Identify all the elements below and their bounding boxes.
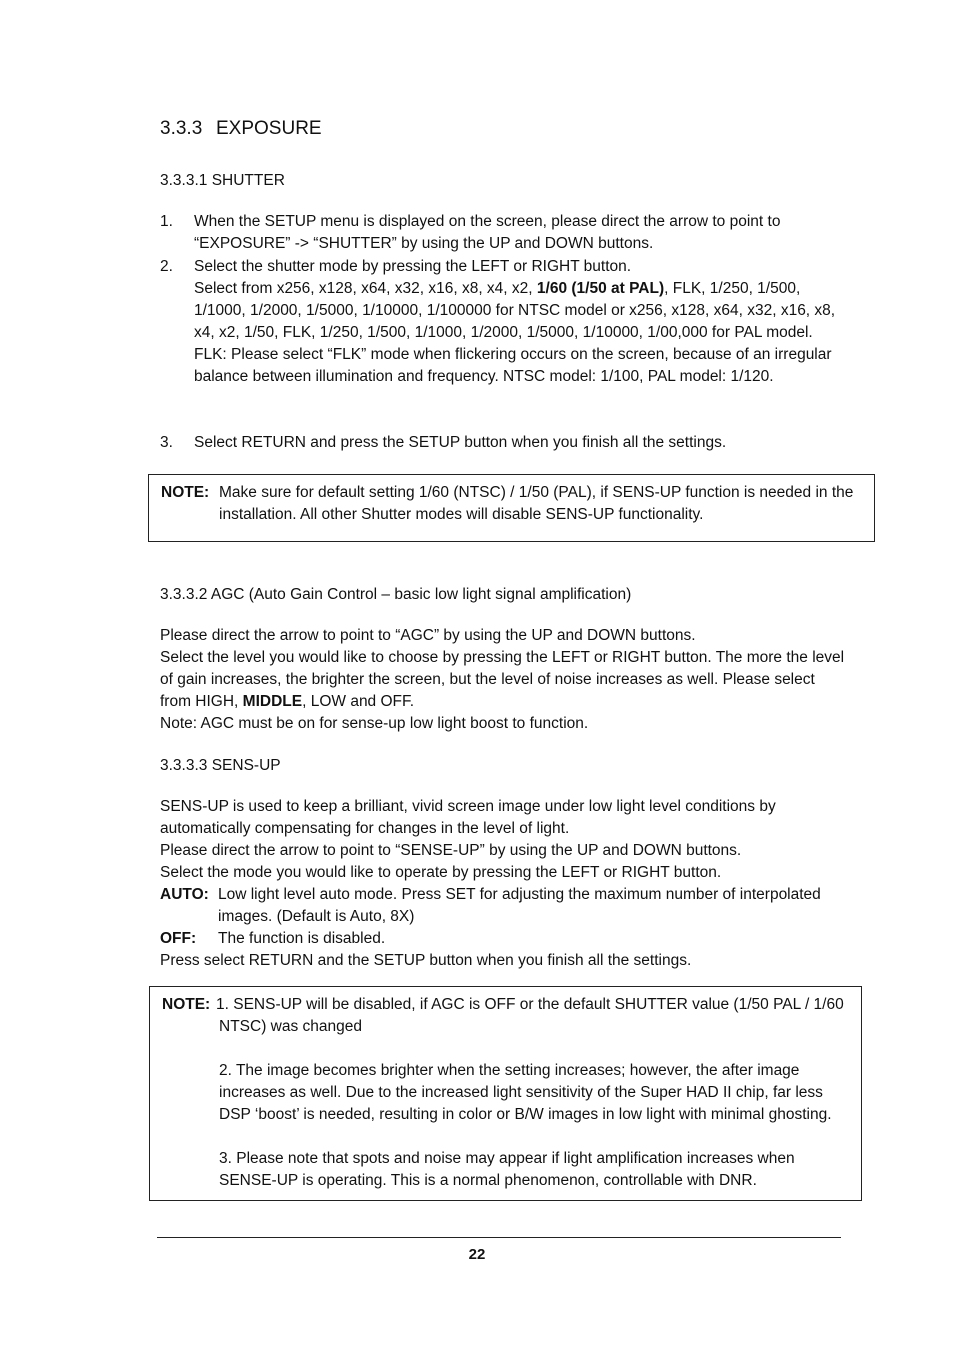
sensup-body	[160, 796, 850, 972]
note-item: 1. SENS-UP will be disabled, if AGC is OFF or the default SHUTTER value (1/50 PAL / 1/60 NTSC) was changed	[216, 996, 844, 1035]
agc-heading: 3.3.3.2 AGC (Auto Gain Control – basic low light signal amplification)	[160, 586, 632, 603]
off-text: The function is disabled.	[218, 930, 386, 947]
section-number: 3.3.3	[160, 118, 203, 139]
section-title: EXPOSURE	[216, 118, 322, 139]
sensup-heading: 3.3.3.3 SENS-UP	[160, 757, 281, 774]
sensup-intro: SENS-UP is used to keep a brilliant, vivid screen image under low light level conditions by automatically compensating for changes in the level of light.	[160, 798, 776, 837]
sensup-return-line: Press select RETURN and the SETUP button when you finish all the settings.	[160, 952, 692, 969]
note-item: 3. Please note that spots and noise may appear if light amplification increases when SENSE-UP is operating. This is a normal phenomenon, controllable with DNR.	[219, 1150, 795, 1189]
agc-body	[160, 625, 850, 735]
list-item-number: 3.	[160, 434, 173, 451]
agc-note-line: Note: AGC must be on for sense-up low light boost to function.	[160, 715, 589, 732]
list-item-text: Select the shutter mode by pressing the LEFT or RIGHT button.	[194, 258, 632, 275]
sensup-line: Please direct the arrow to point to “SENSE-UP” by using the UP and DOWN buttons.	[160, 842, 742, 859]
flk-description: FLK: Please select “FLK” mode when flickering occurs on the screen, because of an irregular balance between illumination and frequency. NTSC model: 1/100, PAL model: 1/120.	[194, 346, 832, 385]
shutter-heading: 3.3.3.1 SHUTTER	[160, 172, 285, 189]
page-number: 22	[468, 1246, 486, 1263]
list-item-text: When the SETUP menu is displayed on the screen, please direct the arrow to point to “EXPOSURE” -> “SHUTTER” by using the UP and DOWN buttons.	[194, 213, 781, 252]
note-item: 2. The image becomes brighter when the setting increases; however, the after image increases as well. Due to the increased light sensitivity of the Super HAD II chip, far less DSP ‘boost’ is needed, resulting in color or B/W images in low light with minimal ghosting.	[219, 1062, 832, 1123]
note-label: NOTE:	[162, 996, 211, 1013]
default-shutter-value: 1/60 (1/50 at PAL)	[536, 280, 665, 297]
auto-text: Low light level auto mode. Press SET for adjusting the maximum number of interpolated images. (Default is Auto, 8X)	[218, 886, 821, 925]
off-label: OFF:	[160, 930, 197, 947]
note-text: Make sure for default setting 1/60 (NTSC) / 1/50 (PAL), if SENS-UP function is needed in the installation. All other Shutter modes will disable SENS-UP functionality.	[219, 484, 854, 523]
auto-label: AUTO:	[160, 886, 209, 903]
note-label: NOTE:	[161, 484, 210, 501]
agc-line: Please direct the arrow to point to “AGC” by using the UP and DOWN buttons.	[160, 627, 696, 644]
footer-divider	[157, 1237, 841, 1238]
list-item-number: 2.	[160, 258, 173, 275]
shutter-note-box	[148, 474, 875, 542]
agc-levels-text: Select the level you would like to choose by pressing the LEFT or RIGHT button. The more the level of gain increases, the brighter the screen, but the level of noise increases as well. Please select from HIGH, MIDDLE, LOW and OFF.	[160, 649, 845, 710]
shutter-options-text: Select from x256, x128, x64, x32, x16, x8, x4, x2, 1/60 (1/50 at PAL), FLK, 1/250, 1/500, 1/1000, 1/2000, 1/5000, 1/10000, 1/100000 for NTSC model or x256, x128, x64, x32, x16, x8, x4, x2, 1/50, FLK, 1/250, 1/500, 1/1000, 1/2000, 1/5000, 1/10000, 1/00,000 for PAL model.	[194, 280, 836, 341]
list-item	[160, 256, 840, 388]
list-item-text: Select RETURN and press the SETUP button when you finish all the settings.	[194, 434, 727, 451]
default-agc-level: MIDDLE	[242, 693, 303, 710]
section-heading	[160, 117, 322, 141]
list-item	[160, 432, 840, 454]
list-item-number: 1.	[160, 213, 173, 230]
list-item	[160, 211, 840, 255]
sensup-note-box	[149, 986, 862, 1201]
sensup-line: Select the mode you would like to operate by pressing the LEFT or RIGHT button.	[160, 864, 722, 881]
